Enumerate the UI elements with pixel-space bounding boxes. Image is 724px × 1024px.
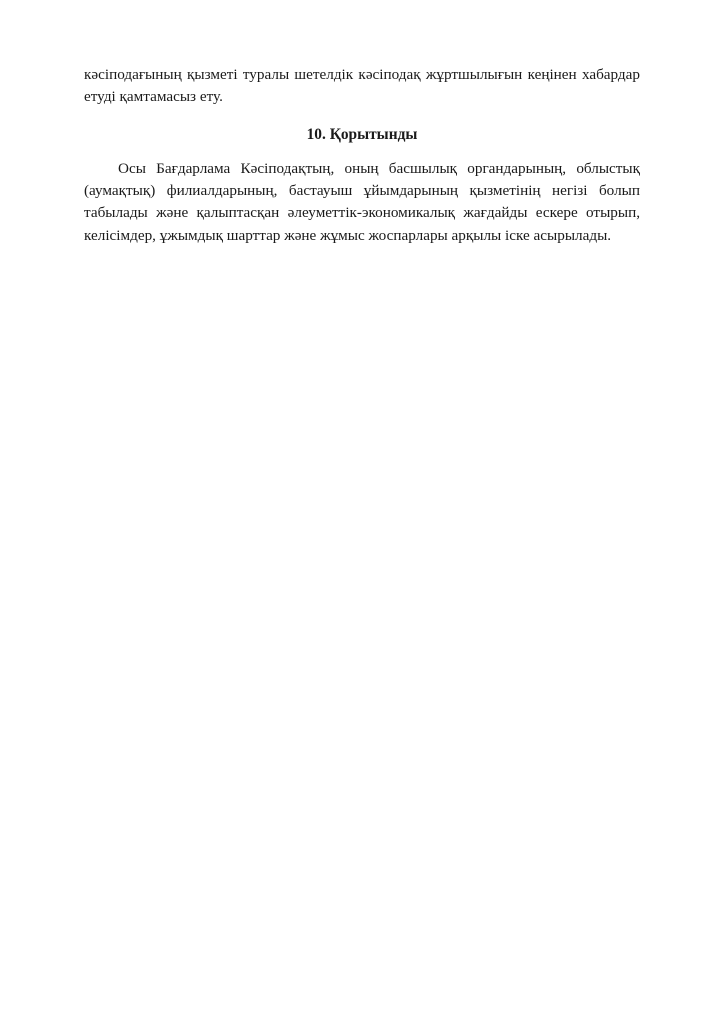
page-content — [84, 64, 640, 247]
paragraph-continued: кәсіподағының қызметі туралы шетелдік кәсіподақ жұртшылығын кеңінен хабардар етуді қамтамасыз ету. — [84, 66, 640, 106]
paragraph-final: Осы Бағдарлама Кәсіподақтың, оның басшылық органдарының, облыстық (аумақтық) филиалдарының, бастауыш ұйымдарының қызметінің негізі болып табылады және қалыптасқан әлеуметтік-экономикалық жағдайды ескере отырып, келісімдер, ұжымдық шарттар және жұмыс жоспарлары арқылы іске асырылады. — [84, 159, 640, 244]
spacer-before-heading — [84, 109, 640, 126]
section-heading: 10. Қорытынды — [306, 125, 418, 143]
spacer-after-heading — [84, 144, 640, 158]
